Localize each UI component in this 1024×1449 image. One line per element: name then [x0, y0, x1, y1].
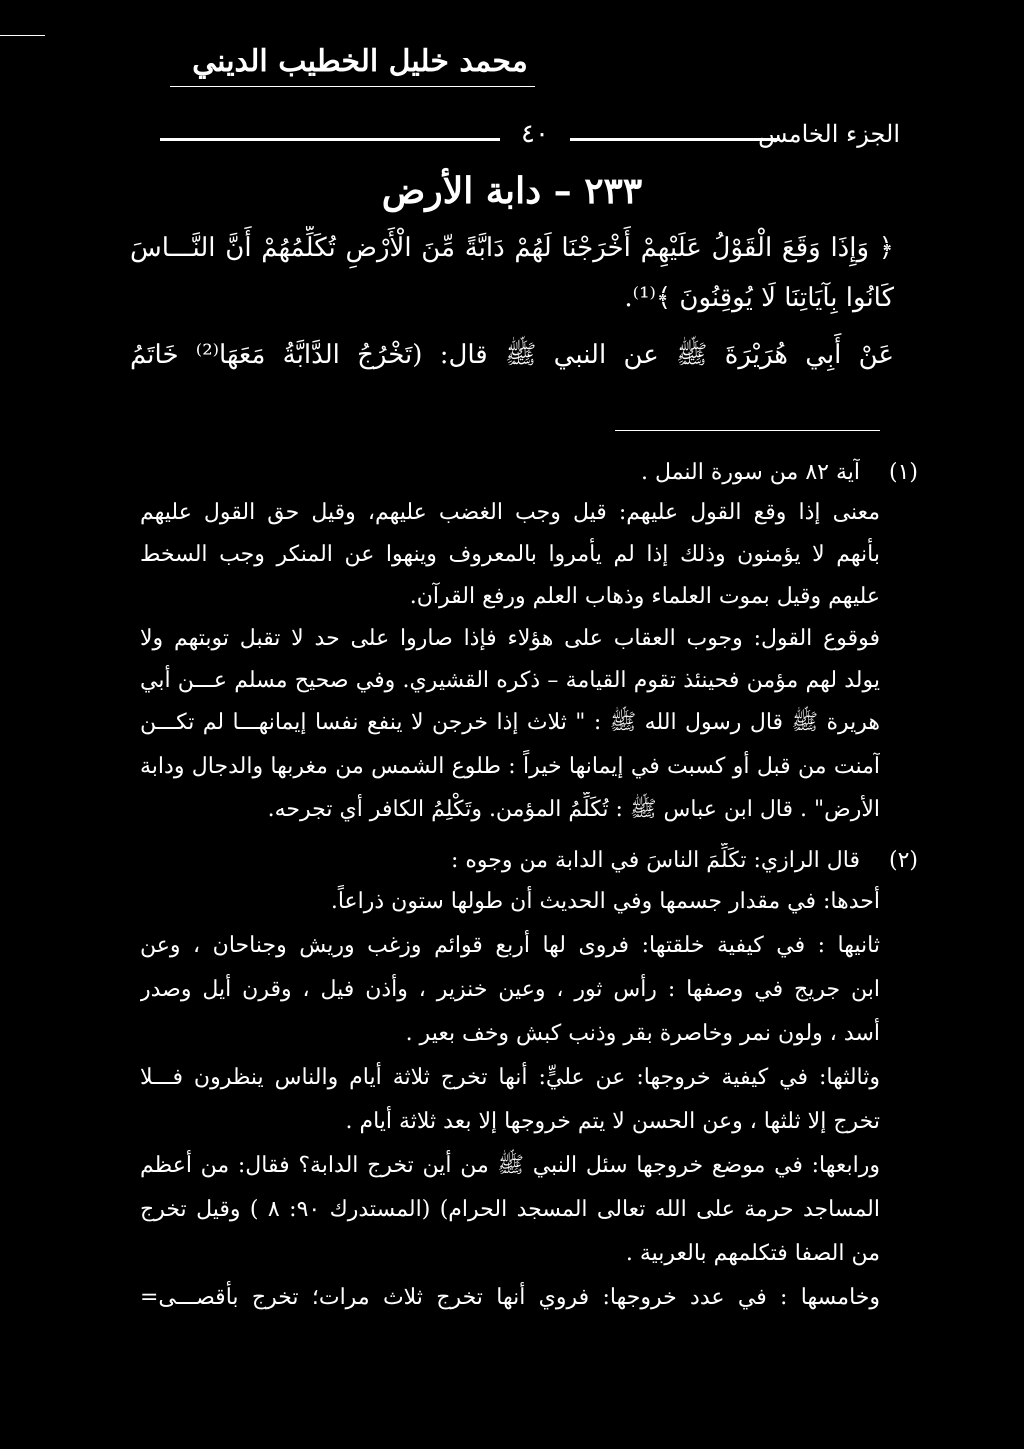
author-name: محمد خليل الخطيب الديني: [192, 44, 528, 79]
header-rule-right: [570, 138, 780, 141]
header-rule-left: [160, 138, 500, 141]
footnote-line: آمنت من قبل أو كسبت في إيمانها خيراً : طلوع الشمس من مغربها والدجال ودابة: [140, 754, 880, 779]
footnote-line: وثالثها: في كيفية خروجها: عن عليٍّ: أنها تخرج ثلاثة أيام والناس ينظرون فـــلا: [140, 1065, 880, 1090]
footnote-line: تخرج إلا ثلثها ، وعن الحسن لا يتم خروجها إلا بعد ثلاثة أيام .: [345, 1109, 880, 1134]
footnote-line: هريرة ﷺ قال رسول الله ﷺ : " ثلاث إذا خرجن لا ينفع نفسا إيمانهـــا لم تكـــن: [140, 710, 880, 735]
part-label: الجزء الخامس: [758, 120, 900, 148]
verse-line-2: كَانُوا بِآيَاتِنَا لَا يُوقِنُونَ ﴾⁽¹⁾.: [624, 283, 894, 313]
footnote-line: المساجد حرمة على الله تعالى المسجد الحرام) (المستدرك ٩٠: ٨ ) وقيل تخرج: [140, 1197, 880, 1222]
footnote-line: يولد لهم مؤمن فحينئذ تقوم القيامة – ذكره القشيري. وفي صحيح مسلم عـــن أبي: [140, 668, 880, 693]
verse-line-1: ﴿ وَإِذَا وَقَعَ الْقَوْلُ عَلَيْهِمْ أَخْرَجْنَا لَهُمْ دَابَّةً مِّنَ الْأَرْضِ تُكَلِّمُهُمْ أَنَّ النَّـــاسَ: [130, 233, 894, 263]
section-title: ٢٣٣ – دابة الأرض: [381, 170, 643, 212]
footnote-line: قال الرازي: تكَلِّمَ الناسَ في الدابة من وجوه :: [451, 848, 860, 873]
footnote-line: الأرض" . قال ابن عباس ﷺ : تُكَلِّمُ المؤمن. وتَكْلِمُ الكافر أي تجرحه.: [267, 797, 880, 822]
footnote-line: ابن جريج في وصفها : رأس ثور ، وعين خنزير ، وأذن فيل ، وقرن أيل وصدر: [140, 977, 880, 1002]
footnote-line: وخامسها : في عدد خروجها: فروي أنها تخرج ثلاث مرات؛ تخرج بأقصـــى=: [140, 1285, 880, 1310]
footnote-line: أحدها: في مقدار جسمها وفي الحديث أن طولها ستون ذراعاً.: [330, 889, 880, 914]
top-left-mark: [0, 35, 45, 36]
page-number: ٤٠: [521, 119, 549, 149]
footnote-line: ورابعها: في موضع خروجها سئل النبي ﷺ من أين تخرج الدابة؟ فقال: من أعظم: [140, 1153, 880, 1178]
footnote-number: (٢): [888, 848, 918, 873]
footnote-line: آية ٨٢ من سورة النمل .: [641, 460, 860, 485]
footnote-line: ثانيها : في كيفية خلقتها: فروى لها أربع قوائم وزغب وريش وجناحان ، وعن: [140, 933, 880, 958]
footnote-number: (١): [888, 460, 918, 485]
hadith-line-1: عَنْ أَبِي هُرَيْرَةَ ﷺ عن النبي ﷺ قال: (تَخْرُجُ الدَّابَّةُ مَعَهَا⁽²⁾ خَاتَمُ: [130, 340, 894, 370]
footnote-line: عليهم وقيل بموت العلماء وذهاب العلم ورفع القرآن.: [409, 584, 880, 609]
footnote-separator: [615, 430, 880, 431]
footnote-line: أسد ، ولون نمر وخاصرة بقر وذنب كبش وخف بعير .: [405, 1021, 880, 1046]
footnote-line: من الصفا فتكلمهم بالعربية .: [625, 1241, 880, 1266]
footnote-line: بأنهم لا يؤمنون وذلك إذا لم يأمروا بالمعروف وينهوا عن المنكر وجب السخط: [140, 542, 880, 567]
footnote-line: معنى إذا وقع القول عليهم: قيل وجب الغضب عليهم، وقيل حق القول عليهم: [140, 500, 880, 525]
footnote-line: فوقوع القول: وجوب العقاب على هؤلاء فإذا صاروا على حد لا تقبل توبتهم ولا: [140, 626, 880, 651]
author-underline: [170, 86, 535, 87]
